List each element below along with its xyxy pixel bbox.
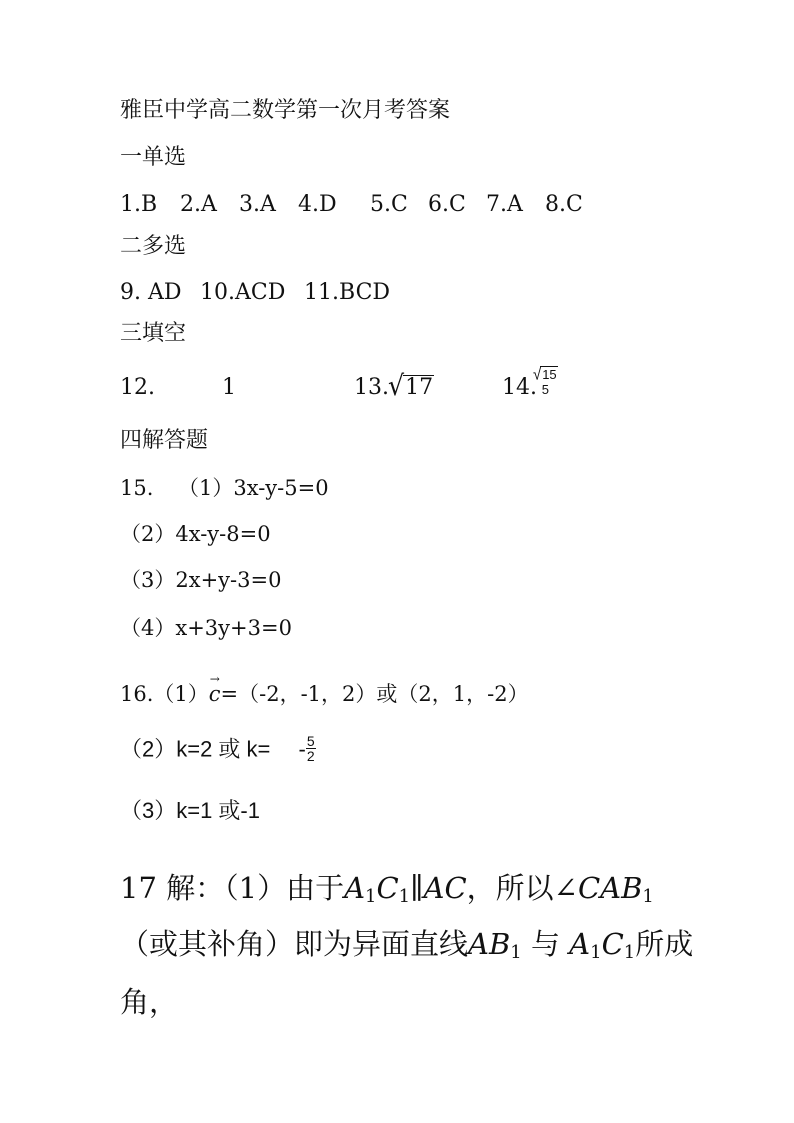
denominator: 5 [541, 381, 549, 397]
answer-sqrt [388, 369, 434, 402]
question-number: 16.（1） [120, 682, 209, 706]
numerator: 5 [306, 733, 315, 749]
answer-item: 5.C [370, 192, 408, 217]
answer-item: 2.A [180, 192, 217, 217]
answer-item: 9. AD [120, 280, 182, 305]
answer-fraction: √15 5 [533, 365, 557, 397]
answer-item: 4.D [298, 192, 337, 217]
section-heading-multiple-choice: 二多选 [120, 234, 187, 259]
vector-arrow: → [209, 672, 220, 686]
answer-item: 11.BCD [304, 280, 391, 305]
radical-sign: √ [388, 369, 405, 402]
answer-part: （3）k=1 或-1 [120, 798, 260, 823]
radicand: 15 [542, 367, 557, 382]
answer-item: 6.C [428, 192, 466, 217]
question-number: 15. [120, 476, 154, 500]
answer-item: 3.A [239, 192, 276, 217]
question-number: 13. [354, 375, 389, 400]
question-number: 12. [120, 375, 155, 400]
answer-part: （3）2x+y-3=0 [120, 568, 282, 592]
answer-item: 7.A [486, 192, 523, 217]
answer-part: （4）x+3y+3=0 [120, 616, 292, 640]
section-heading-single-choice: 一单选 [120, 145, 187, 170]
answer-part: （1）3x-y-5=0 [178, 476, 329, 500]
solution-line: 17 解：（1）由于A1C1∥AC，所以∠CAB1 [120, 871, 654, 908]
answer-item: 10.ACD [200, 280, 286, 305]
vector-symbol: c → [208, 672, 221, 706]
section-heading-solutions: 四解答题 [120, 428, 209, 453]
section-heading-fill-in: 三填空 [120, 321, 187, 346]
denominator: 2 [306, 748, 315, 764]
answer-part: 16.（1）c → =（-2，-1，2）或（2，1，-2） [120, 672, 529, 706]
solution-line: 角， [120, 985, 179, 1019]
radicand: 17 [405, 375, 434, 400]
answer-part: （2）4x-y-8=0 [120, 522, 271, 546]
solution-line: （或其补角）即为异面直线AB1 与 A1C1所成 [120, 927, 694, 964]
answer-item: 1.B [120, 192, 158, 217]
answer-value: 1 [222, 375, 236, 400]
page-title: 雅臣中学高二数学第一次月考答案 [120, 98, 451, 123]
answer-item: 8.C [545, 192, 583, 217]
answer-part: （2）k=2 或 k= - $\frac{5}{2}$ [120, 733, 315, 764]
question-number: 14. [502, 375, 537, 400]
